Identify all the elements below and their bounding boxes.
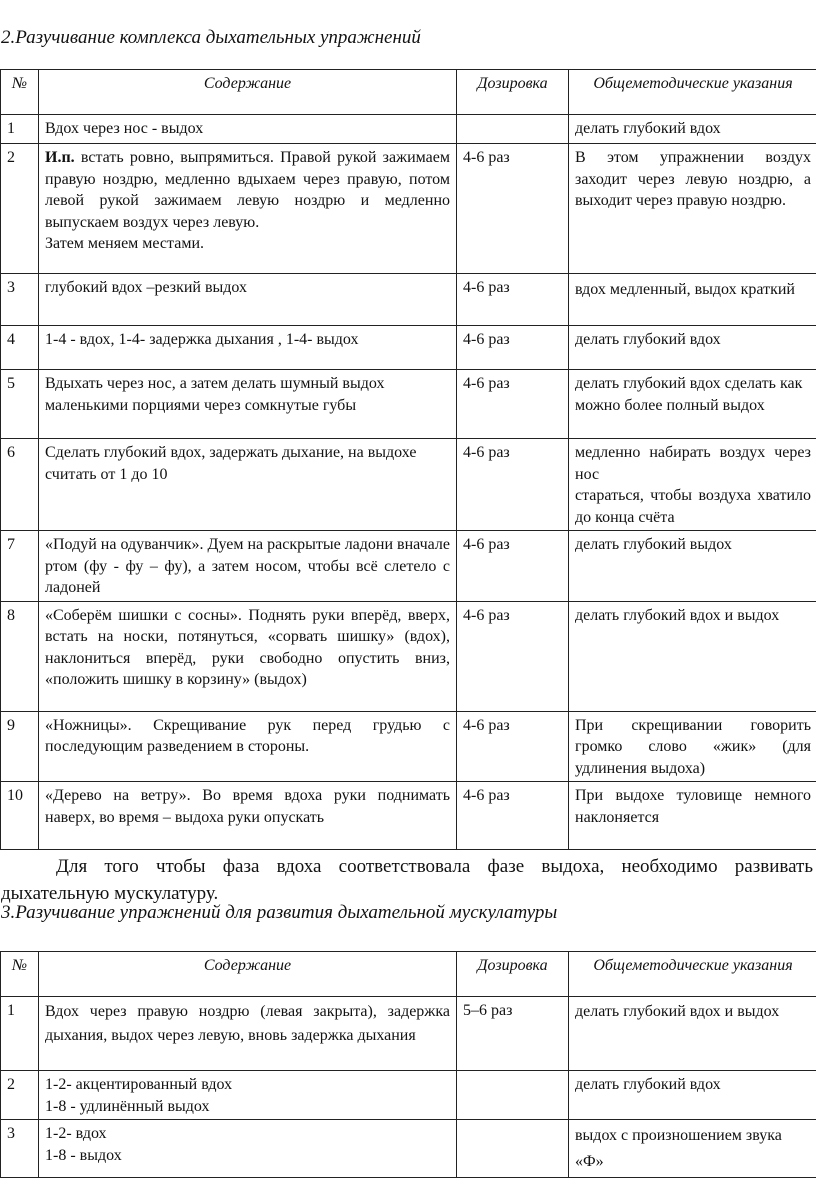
row-notes: вдох медленный, выдох краткий <box>569 274 816 326</box>
row-content: «Соберём шишки с сосны». Поднять руки вперёд, вверх, встать на носки, потянуться, «сорвать шишку» (вдох), наклониться вперёд, руки свободно опустить вниз, «положить шишку в корзину» (выдох) <box>39 601 457 711</box>
table-header-row <box>1 952 816 997</box>
body-paragraph: Для того чтобы фаза вдоха соответствовала фазе выдоха, необходимо развивать дыхательную мускулатуру. <box>1 853 813 907</box>
row-content <box>39 1071 457 1120</box>
row-content: «Ножницы». Скрещивание рук перед грудью с последующим разведением в стороны. <box>39 711 457 782</box>
row-content: «Подуй на одуванчик». Дуем на раскрытые ладони вначале ртом (фу - фу – фу), а затем носом, чтобы всё слетело с ладоней <box>39 531 457 602</box>
row-content-text: встать ровно, выпрямиться. Правой рукой зажимаем правую ноздрю, медленно вдыхаем через правую, потом левой рукой зажимаем левую ноздрю и медленно выпускаем воздух через левую. <box>45 149 450 231</box>
header-notes: Общеметодические указания <box>569 952 816 997</box>
row-notes: делать глубокий вдох и выдох <box>569 997 816 1071</box>
table-row <box>1 601 816 711</box>
header-dose: Дозировка <box>457 70 569 115</box>
table-row <box>1 1071 816 1120</box>
row-notes-extra: стараться, чтобы воздуха хватило до конца счёта <box>575 487 811 526</box>
row-content: Вдох через нос - выдох <box>39 115 457 144</box>
table-row <box>1 274 816 326</box>
row-dose <box>457 1071 569 1120</box>
initial-position-label: И.п. <box>45 149 75 166</box>
row-dose: 4-6 раз <box>457 144 569 274</box>
row-notes <box>569 439 816 531</box>
table-row <box>1 326 816 370</box>
row-notes: В этом упражнении воздух заходит через левую ноздрю, а выходит через правую ноздрю. <box>569 144 816 274</box>
row-notes: делать глубокий вдох <box>569 326 816 370</box>
row-num: 4 <box>1 326 39 370</box>
row-dose <box>457 1120 569 1178</box>
exercise-table-2 <box>0 951 816 1178</box>
row-dose: 4-6 раз <box>457 601 569 711</box>
row-num: 9 <box>1 711 39 782</box>
table-row <box>1 997 816 1071</box>
table-row <box>1 115 816 144</box>
row-content-extra: 1-8 - удлинённый выдох <box>45 1098 209 1115</box>
row-content-extra: Затем меняем местами. <box>45 235 204 252</box>
row-notes: делать глубокий вдох сделать как можно более полный выдох <box>569 370 816 439</box>
row-notes: выдох с произношением звука «Ф» <box>569 1120 816 1178</box>
section-2-title: 2.Разучивание комплекса дыхательных упражнений <box>1 27 421 49</box>
row-num: 7 <box>1 531 39 602</box>
table-row <box>1 711 816 782</box>
table-row <box>1 1120 816 1178</box>
table-row <box>1 439 816 531</box>
row-content <box>39 1120 457 1178</box>
row-content-extra: 1-8 - выдох <box>45 1147 122 1164</box>
row-num: 10 <box>1 782 39 850</box>
table-row <box>1 370 816 439</box>
row-num: 2 <box>1 1071 39 1120</box>
row-content: Вдох через правую ноздрю (левая закрыта), задержка дыхания, выдох через левую, вновь задержка дыхания <box>39 997 457 1071</box>
row-content: 1-4 - вдох, 1-4- задержка дыхания , 1-4- выдох <box>39 326 457 370</box>
row-content <box>39 144 457 274</box>
row-num: 1 <box>1 115 39 144</box>
row-dose: 5–6 раз <box>457 997 569 1071</box>
row-notes: делать глубокий вдох <box>569 115 816 144</box>
row-dose: 4-6 раз <box>457 531 569 602</box>
table-header-row <box>1 70 816 115</box>
row-num: 3 <box>1 1120 39 1178</box>
section-3-title: 3.Разучивание упражнений для развития дыхательной мускулатуры <box>1 902 557 924</box>
row-content: Вдыхать через нос, а затем делать шумный выдох маленькими порциями через сомкнутые губы <box>39 370 457 439</box>
header-content: Содержание <box>39 952 457 997</box>
header-num: № <box>1 70 39 115</box>
row-dose <box>457 115 569 144</box>
exercise-table-1 <box>0 69 816 850</box>
row-num: 6 <box>1 439 39 531</box>
row-num: 1 <box>1 997 39 1071</box>
row-notes: делать глубокий вдох и выдох <box>569 601 816 711</box>
row-dose: 4-6 раз <box>457 439 569 531</box>
header-dose: Дозировка <box>457 952 569 997</box>
row-content: глубокий вдох –резкий выдох <box>39 274 457 326</box>
row-dose: 4-6 раз <box>457 782 569 850</box>
row-notes: При скрещивании говорить громко слово «жик» (для удлинения выдоха) <box>569 711 816 782</box>
table-row <box>1 782 816 850</box>
row-notes: делать глубокий вдох <box>569 1071 816 1120</box>
table-row <box>1 144 816 274</box>
header-content: Содержание <box>39 70 457 115</box>
row-num: 3 <box>1 274 39 326</box>
row-notes: При выдохе туловище немного наклоняется <box>569 782 816 850</box>
row-notes-text: медленно набирать воздух через нос <box>575 444 811 483</box>
row-dose: 4-6 раз <box>457 274 569 326</box>
row-content-text: 1-2- вдох <box>45 1125 107 1142</box>
row-content: «Дерево на ветру». Во время вдоха руки поднимать наверх, во время – выдоха руки опускать <box>39 782 457 850</box>
row-dose: 4-6 раз <box>457 370 569 439</box>
header-notes: Общеметодические указания <box>569 70 816 115</box>
row-num: 2 <box>1 144 39 274</box>
table-row <box>1 531 816 602</box>
row-num: 8 <box>1 601 39 711</box>
header-num: № <box>1 952 39 997</box>
row-content: Сделать глубокий вдох, задержать дыхание, на выдохе считать от 1 до 10 <box>39 439 457 531</box>
row-notes: делать глубокий выдох <box>569 531 816 602</box>
row-dose: 4-6 раз <box>457 711 569 782</box>
row-dose: 4-6 раз <box>457 326 569 370</box>
row-num: 5 <box>1 370 39 439</box>
row-content-text: 1-2- акцентированный вдох <box>45 1076 232 1093</box>
